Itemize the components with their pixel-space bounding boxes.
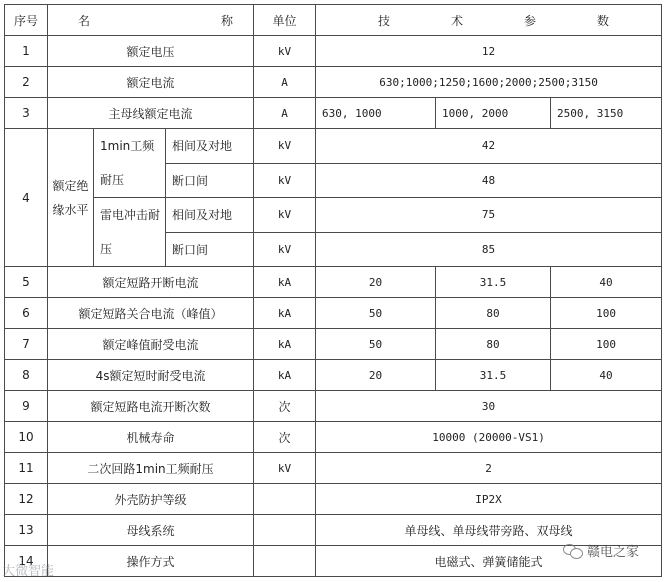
row-name: 机械寿命	[48, 422, 254, 453]
spec-table	[4, 4, 662, 577]
row-value-1: 630, 1000	[316, 98, 436, 129]
row-value-2: 1000, 2000	[436, 98, 551, 129]
row-unit	[254, 484, 316, 515]
row-value-1: 50	[316, 329, 436, 360]
group-label: 额定绝缘水平	[48, 129, 94, 267]
row-no: 14	[5, 546, 48, 577]
row-value-2: 31.5	[436, 267, 551, 298]
row-value-1: 20	[316, 360, 436, 391]
table-row	[5, 36, 662, 67]
watermark-right-text: 赣电之家	[587, 545, 640, 560]
row-name: 额定电压	[48, 36, 254, 67]
sub-item: 相间及对地	[166, 198, 254, 233]
watermark-right	[563, 541, 639, 560]
row-unit: kA	[254, 298, 316, 329]
row-no: 13	[5, 515, 48, 546]
row-unit: A	[254, 67, 316, 98]
table-row	[5, 453, 662, 484]
row-unit: kV	[254, 163, 316, 198]
row-unit: kA	[254, 329, 316, 360]
row-unit: kV	[254, 232, 316, 267]
row-value: 75	[316, 198, 662, 233]
sub-group-label: 雷电冲击耐压	[94, 198, 166, 267]
row-unit: kA	[254, 267, 316, 298]
row-no: 1	[5, 36, 48, 67]
table-row	[5, 329, 662, 360]
watermark-left: 大微智能	[2, 564, 55, 579]
row-unit: 次	[254, 391, 316, 422]
table-row	[5, 298, 662, 329]
table-row	[5, 129, 662, 164]
row-no: 8	[5, 360, 48, 391]
row-value: 10000 (20000-VS1)	[316, 422, 662, 453]
row-no: 4	[5, 129, 48, 267]
row-unit: A	[254, 98, 316, 129]
row-name: 额定短路电流开断次数	[48, 391, 254, 422]
row-name: 4s额定短时耐受电流	[48, 360, 254, 391]
row-unit	[254, 515, 316, 546]
header-tech: 技 术 参 数	[316, 5, 662, 36]
table-row	[5, 484, 662, 515]
row-value: IP2X	[316, 484, 662, 515]
row-value-1: 50	[316, 298, 436, 329]
row-no: 6	[5, 298, 48, 329]
row-value-3: 2500, 3150	[551, 98, 662, 129]
table-row	[5, 267, 662, 298]
sub-group-label: 1min工频耐压	[94, 129, 166, 198]
sub-item: 断口间	[166, 163, 254, 198]
row-value: 电磁式、弹簧储能式	[316, 546, 662, 577]
row-name: 母线系统	[48, 515, 254, 546]
row-name: 外壳防护等级	[48, 484, 254, 515]
row-no: 10	[5, 422, 48, 453]
row-unit: kV	[254, 129, 316, 164]
row-unit: kV	[254, 453, 316, 484]
row-value: 630;1000;1250;1600;2000;2500;3150	[316, 67, 662, 98]
row-no: 3	[5, 98, 48, 129]
table-row	[5, 391, 662, 422]
row-no: 9	[5, 391, 48, 422]
row-value: 单母线、单母线带旁路、双母线	[316, 515, 662, 546]
row-value-2: 80	[436, 329, 551, 360]
row-value-3: 100	[551, 329, 662, 360]
row-no: 12	[5, 484, 48, 515]
sub-item: 相间及对地	[166, 129, 254, 164]
row-value-3: 100	[551, 298, 662, 329]
row-value: 42	[316, 129, 662, 164]
row-name: 主母线额定电流	[48, 98, 254, 129]
row-unit: kV	[254, 36, 316, 67]
row-value: 2	[316, 453, 662, 484]
header-name: 名 称	[48, 5, 254, 36]
header-row	[5, 5, 662, 36]
row-value: 85	[316, 232, 662, 267]
header-unit: 单位	[254, 5, 316, 36]
row-value: 48	[316, 163, 662, 198]
row-value-2: 80	[436, 298, 551, 329]
row-value-1: 20	[316, 267, 436, 298]
row-name: 操作方式	[48, 546, 254, 577]
row-name: 额定短路关合电流（峰值）	[48, 298, 254, 329]
row-unit	[254, 546, 316, 577]
header-no: 序号	[5, 5, 48, 36]
row-name: 额定短路开断电流	[48, 267, 254, 298]
table-row	[5, 422, 662, 453]
sub-item: 断口间	[166, 232, 254, 267]
table-row	[5, 67, 662, 98]
row-name: 额定峰值耐受电流	[48, 329, 254, 360]
row-value-2: 31.5	[436, 360, 551, 391]
row-no: 2	[5, 67, 48, 98]
row-no: 5	[5, 267, 48, 298]
row-name: 额定电流	[48, 67, 254, 98]
row-no: 7	[5, 329, 48, 360]
row-unit: kV	[254, 198, 316, 233]
row-unit: 次	[254, 422, 316, 453]
table-row	[5, 98, 662, 129]
row-value-3: 40	[551, 267, 662, 298]
row-value-3: 40	[551, 360, 662, 391]
wechat-icon	[563, 543, 583, 559]
row-value: 12	[316, 36, 662, 67]
row-name: 二次回路1min工频耐压	[48, 453, 254, 484]
row-value: 30	[316, 391, 662, 422]
table-row	[5, 360, 662, 391]
row-unit: kA	[254, 360, 316, 391]
table-row	[5, 198, 662, 233]
row-no: 11	[5, 453, 48, 484]
